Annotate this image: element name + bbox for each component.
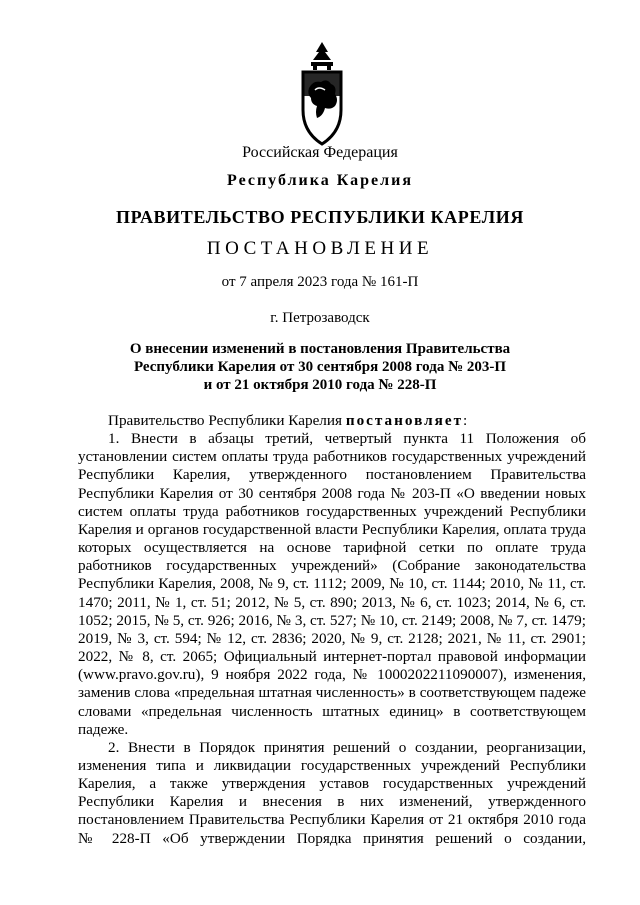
subject-line: О внесении изменений в постановления Правительства bbox=[129, 341, 511, 357]
resolves-word: постановляет bbox=[345, 412, 464, 429]
government-title: ПРАВИТЕЛЬСТВО РЕСПУБЛИКИ КАРЕЛИЯ bbox=[116, 207, 524, 227]
document-type: ПОСТАНОВЛЕНИЕ bbox=[206, 238, 434, 259]
intro-text: Правительство Республики Карелия bbox=[108, 412, 343, 429]
document-body bbox=[78, 412, 586, 848]
country-name: Российская Федерация bbox=[242, 144, 398, 161]
item-2-paragraph: 2. Внести в Порядок принятия решений о создании, реорганизации, изменения типа и ликвидации государственных учреждений Республики Карелия, а также утверждения уставов государственных учреждений Республики Карелия и внесения в них изменений, утвержденного постановлением Правительства Республики Карелия от 21 октября 2010 года № 228-П «Об утверждении Порядка принятия решений о создании, bbox=[78, 738, 586, 847]
intro-colon: : bbox=[463, 412, 468, 429]
subject-line: Республики Карелия от 30 сентября 2008 года № 203-П bbox=[133, 359, 507, 375]
date-and-number: от 7 апреля 2023 года № 161-П bbox=[221, 274, 419, 290]
republic-name: Республика Карелия bbox=[227, 172, 413, 189]
intro-paragraph bbox=[78, 412, 586, 430]
item-1-paragraph: 1. Внести в абзацы третий, четвертый пункта 11 Положения об установлении систем оплаты труда работников государственных учреждений Республики Карелия, утвержденного постановлением Правительства Республики Карелия от 30 сентября 2008 года № 203-П «О введении новых систем оплаты труда работников государственных учреждений Республики Карелия и органов государственной власти Республики Карелия, оплата труда которых осуществляется на основе тарифной сетки по оплате труда работников государственных учреждений» (Собрание законодательства Республики Карелия, 2008, № 9, ст. 1112; 2009, № 10, ст. 1144; 2010, № 11, ст. 1470; 2011, № 1, ст. 51; 2012, № 5, ст. 890; 2013, № 6, ст. 1023; 2014, № 6, ст. 1052; 2015, № 5, ст. 926; 2016, № 3, ст. 527; № 10, ст. 2149; 2008, № 7, ст. 1479; 2019, № 3, ст. 594; № 12, ст. 2836; 2020, № 9, ст. 2128; 2021, № 11, ст. 2901; 2022, № 8, ст. 2065; Официальный интернет-портал правовой информации (www.pravo.gov.ru), 9 ноября 2022 года, № 1000202211090007), изменения, заменив слова «предельная штатная численность» в соответствующем падеже словами «предельная численность штатных единиц» в соответствующем падеже. bbox=[78, 430, 586, 738]
subject-line: и от 21 октября 2010 года № 228-П bbox=[203, 377, 437, 393]
city-name: г. Петрозаводск bbox=[270, 310, 370, 326]
document-subject bbox=[0, 340, 640, 394]
coat-of-arms-icon bbox=[295, 40, 349, 148]
